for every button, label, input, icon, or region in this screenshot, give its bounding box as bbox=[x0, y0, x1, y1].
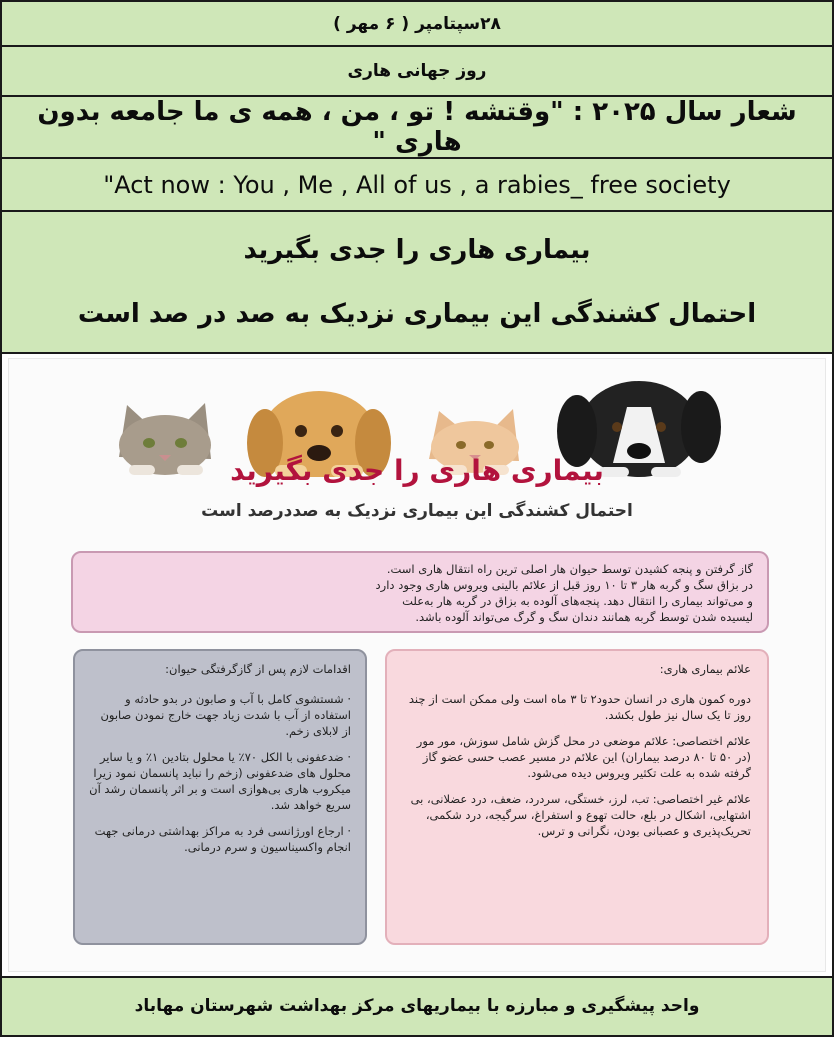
actions-box bbox=[73, 649, 367, 945]
footer-org: واحد پیشگیری و مبارزه با بیماریهای مرکز بهداشت شهرستان مهاباد bbox=[134, 996, 700, 1016]
poster-subtitle: احتمال کشندگی این بیماری نزدیک به صددرصد است bbox=[201, 501, 633, 521]
specific-symptoms-text: علائم اختصاصی: علائم موضعی در محل گزش شامل سوزش، مور مور (در ۵۰ تا ۸۰ درصد بیماران) این علائم در مسیر عصب حسی عضو گاز گرفته شده به علت تکثیر ویروس دیده می‌شود. bbox=[416, 734, 751, 780]
symptoms-heading: علائم بیماری هاری: bbox=[659, 662, 751, 676]
occasion-row bbox=[2, 47, 832, 97]
call-text: بیماری هاری را جدی بگیرید bbox=[243, 235, 591, 265]
poster-title: بیماری هاری را جدی بگیرید bbox=[230, 454, 604, 487]
transmission-line: در بزاق سگ و گربه هار ۳ تا ۱۰ روز قبل از علائم بالینی ویروس هاری وجود دارد bbox=[375, 578, 753, 592]
slogan-fa-row bbox=[2, 97, 832, 159]
wash-step: · شستشوی کامل با آب و صابون در بدو حادثه و استفاده از آب با شدت زیاد جهت خارج نمودن صابون از لابلای زخم. bbox=[100, 692, 351, 738]
fatality-text: احتمال کشندگی این بیماری نزدیک به صد در صد است bbox=[77, 299, 757, 329]
date-text: ۲۸سپتامپر ( ۶ مهر ) bbox=[333, 13, 501, 34]
occasion-text: روز جهانی هاری bbox=[347, 61, 487, 81]
slogan-en-text: "Act now : You , Me , All of us , a rabies_ free society bbox=[103, 170, 731, 199]
transmission-box bbox=[71, 551, 769, 633]
refer-step: · ارجاع اورژانسی فرد به مراکز بهداشتی درمانی جهت انجام واکسیناسیون و سرم درمانی. bbox=[94, 824, 351, 854]
date-row bbox=[2, 2, 832, 47]
transmission-line: لیسیده شدن توسط گربه همانند دندان سگ و گرگ می‌تواند آلوده باشد. bbox=[415, 610, 753, 624]
slogan-fa-text: شعار سال ۲۰۲۵ : "وقتشه ! تو ، من ، همه ی ما جامعه بدون هاری " bbox=[37, 97, 797, 157]
disinfect-step: · ضدعفونی با الکل ۷۰٪ یا محلول بتادین ۱٪ و یا سایر محلول های ضدعفونی (زخم را نباید پانسمان نمود زیرا میکروب هاری بی‌هوازی است و بر اثر پانسمان رشد آن سریع خواهد شد. bbox=[89, 750, 351, 812]
incubation-text: دوره کمون هاری در انسان حدود۲ تا ۳ ماه است ولی ممکن است از چند روز تا یک سال نیز طول بکشد. bbox=[408, 692, 751, 722]
transmission-line: و می‌تواند بیماری را انتقال دهد. پنجه‌های آلوده به بزاق در گربه هار به‌علت bbox=[402, 594, 753, 608]
infographic-body bbox=[8, 358, 826, 972]
symptoms-box bbox=[385, 649, 769, 945]
headline-row bbox=[2, 212, 832, 354]
nonspecific-symptoms-text: علائم غیر اختصاصی: تب، لرز، خستگی، سردرد، ضعف، درد عضلانی، بی اشتهایی، اشکال در بلع، حالت تهوع و استفراغ، سرگیجه، درد شکمی، تحریک‌پذیری و عصبانی بودن، نگرانی و ترس. bbox=[410, 792, 751, 838]
transmission-line: گاز گرفتن و پنجه کشیدن توسط حیوان هار اصلی ترین راه انتقال هاری است. bbox=[386, 562, 753, 576]
actions-heading: اقدامات لازم پس از گازگرفتگی حیوان: bbox=[165, 662, 351, 676]
footer-row bbox=[2, 978, 832, 1034]
slogan-en-row bbox=[2, 159, 832, 212]
rabies-infographic bbox=[2, 354, 832, 978]
